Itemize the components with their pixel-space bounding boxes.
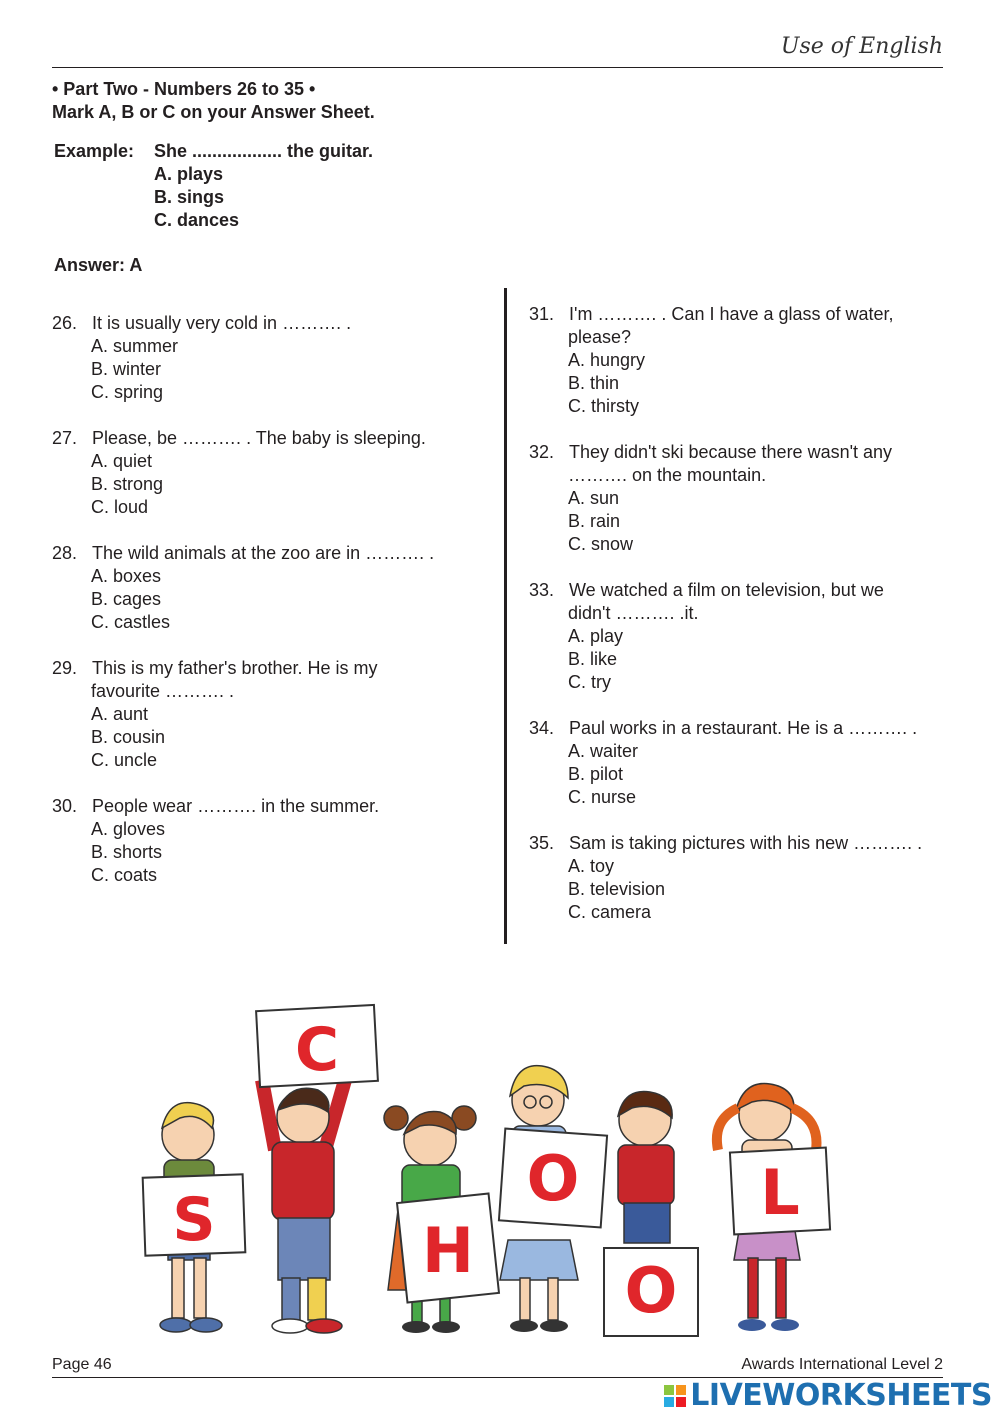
question-30 bbox=[52, 795, 492, 887]
letter-s: S bbox=[172, 1185, 216, 1255]
question-26 bbox=[52, 312, 492, 404]
question-stem: I'm ………. . Can I have a glass of water, bbox=[569, 304, 894, 324]
example-option: C. dances bbox=[154, 210, 240, 230]
question-35 bbox=[529, 832, 979, 924]
answer-option[interactable]: C. thirsty bbox=[568, 396, 640, 416]
school-children-illustration bbox=[140, 1000, 860, 1345]
answer-option[interactable]: B. strong bbox=[91, 474, 164, 494]
question-31 bbox=[529, 303, 979, 418]
answer-option[interactable]: C. loud bbox=[91, 497, 149, 517]
header-title: Use of English bbox=[780, 34, 943, 59]
letter-o: O bbox=[624, 1254, 678, 1327]
letter-card-o-bottom bbox=[604, 1248, 698, 1336]
questions-right-column bbox=[529, 303, 979, 947]
letter-l: L bbox=[760, 1156, 800, 1229]
letter-h: H bbox=[422, 1214, 474, 1287]
question-number: 30. bbox=[52, 796, 78, 816]
question-number: 35. bbox=[529, 833, 555, 853]
answer-option[interactable]: C. coats bbox=[91, 865, 158, 885]
question-number: 26. bbox=[52, 313, 78, 333]
question-34 bbox=[529, 717, 979, 809]
answer-option[interactable]: B. shorts bbox=[91, 842, 163, 862]
question-stem: They didn't ski because there wasn't any bbox=[569, 442, 893, 462]
column-divider bbox=[504, 288, 507, 944]
answer-option[interactable]: A. play bbox=[568, 626, 624, 646]
answer-option[interactable]: C. try bbox=[568, 672, 611, 692]
answer-option[interactable]: C. camera bbox=[568, 902, 652, 922]
example-option: B. sings bbox=[154, 187, 225, 207]
question-stem: People wear ………. in the summer. bbox=[92, 796, 380, 816]
question-number: 31. bbox=[529, 304, 555, 324]
part-heading: • Part Two - Numbers 26 to 35 • bbox=[52, 79, 316, 99]
answer-option[interactable]: A. gloves bbox=[91, 819, 166, 839]
question-stem-continued: please? bbox=[568, 327, 632, 347]
letter-card-s bbox=[143, 1174, 246, 1255]
question-number: 32. bbox=[529, 442, 555, 462]
question-number: 27. bbox=[52, 428, 78, 448]
intro bbox=[52, 78, 375, 124]
answer-option[interactable]: B. winter bbox=[91, 359, 162, 379]
answer-option[interactable]: B. thin bbox=[568, 373, 620, 393]
question-stem-continued: ………. on the mountain. bbox=[568, 465, 767, 485]
question-stem: The wild animals at the zoo are in ………. . bbox=[92, 543, 435, 563]
answer-option[interactable]: C. snow bbox=[568, 534, 634, 554]
answer-option[interactable]: C. castles bbox=[91, 612, 171, 632]
liveworksheets-logo[interactable] bbox=[664, 1378, 992, 1413]
question-number: 28. bbox=[52, 543, 78, 563]
answer-option[interactable]: C. uncle bbox=[91, 750, 158, 770]
answer-option[interactable]: C. nurse bbox=[568, 787, 637, 807]
liveworksheets-icon bbox=[664, 1385, 686, 1407]
question-stem-continued: favourite ………. . bbox=[91, 681, 235, 701]
answer-option[interactable]: A. quiet bbox=[91, 451, 153, 471]
example-block bbox=[54, 140, 373, 232]
answer-option[interactable]: A. summer bbox=[91, 336, 179, 356]
questions-left-column bbox=[52, 312, 492, 910]
question-28 bbox=[52, 542, 492, 634]
example-answer: Answer: A bbox=[54, 255, 143, 275]
letter-card-c bbox=[256, 1005, 378, 1087]
question-stem: It is usually very cold in ………. . bbox=[92, 313, 352, 333]
liveworksheets-wordmark: LIVEWORKSHEETS bbox=[690, 1378, 992, 1413]
example-sentence: She .................. the guitar. bbox=[154, 141, 374, 161]
letter-card-l bbox=[730, 1148, 830, 1235]
question-27 bbox=[52, 427, 492, 519]
answer-option[interactable]: B. like bbox=[568, 649, 618, 669]
letter-o: O bbox=[526, 1142, 580, 1215]
page-number: Page 46 bbox=[52, 1356, 112, 1373]
answer-option[interactable]: B. pilot bbox=[568, 764, 624, 784]
example-option: A. plays bbox=[154, 164, 224, 184]
question-stem-continued: didn't ………. .it. bbox=[568, 603, 699, 623]
question-stem: Sam is taking pictures with his new ………. . bbox=[569, 833, 923, 853]
question-32 bbox=[529, 441, 979, 556]
question-number: 34. bbox=[529, 718, 555, 738]
question-number: 29. bbox=[52, 658, 78, 678]
header-rule bbox=[52, 67, 943, 68]
answer-option[interactable]: C. spring bbox=[91, 382, 164, 402]
instructions: Mark A, B or C on your Answer Sheet. bbox=[52, 102, 375, 122]
answer-option[interactable]: A. toy bbox=[568, 856, 615, 876]
answer-option[interactable]: A. boxes bbox=[91, 566, 162, 586]
answer-option[interactable]: A. aunt bbox=[91, 704, 149, 724]
answer-option[interactable]: A. hungry bbox=[568, 350, 646, 370]
question-stem: Paul works in a restaurant. He is a ………. . bbox=[569, 718, 918, 738]
child-figure bbox=[262, 1080, 345, 1333]
question-33 bbox=[529, 579, 979, 694]
answer-option[interactable]: B. cages bbox=[91, 589, 162, 609]
question-stem: This is my father's brother. He is my bbox=[92, 658, 378, 678]
answer-option[interactable]: A. waiter bbox=[568, 741, 639, 761]
answer-option[interactable]: A. sun bbox=[568, 488, 620, 508]
question-number: 33. bbox=[529, 580, 555, 600]
answer-option[interactable]: B. cousin bbox=[91, 727, 166, 747]
footer-level: Awards International Level 2 bbox=[741, 1356, 943, 1373]
question-29 bbox=[52, 657, 492, 772]
letter-card-o-top bbox=[499, 1129, 607, 1228]
answer-option[interactable]: B. television bbox=[568, 879, 666, 899]
question-stem: Please, be ………. . The baby is sleeping. bbox=[92, 428, 426, 448]
letter-card-h bbox=[397, 1193, 499, 1302]
example-label: Example: bbox=[54, 141, 135, 161]
answer-option[interactable]: B. rain bbox=[568, 511, 621, 531]
letter-c: C bbox=[294, 1015, 340, 1085]
question-stem: We watched a film on television, but we bbox=[569, 580, 884, 600]
